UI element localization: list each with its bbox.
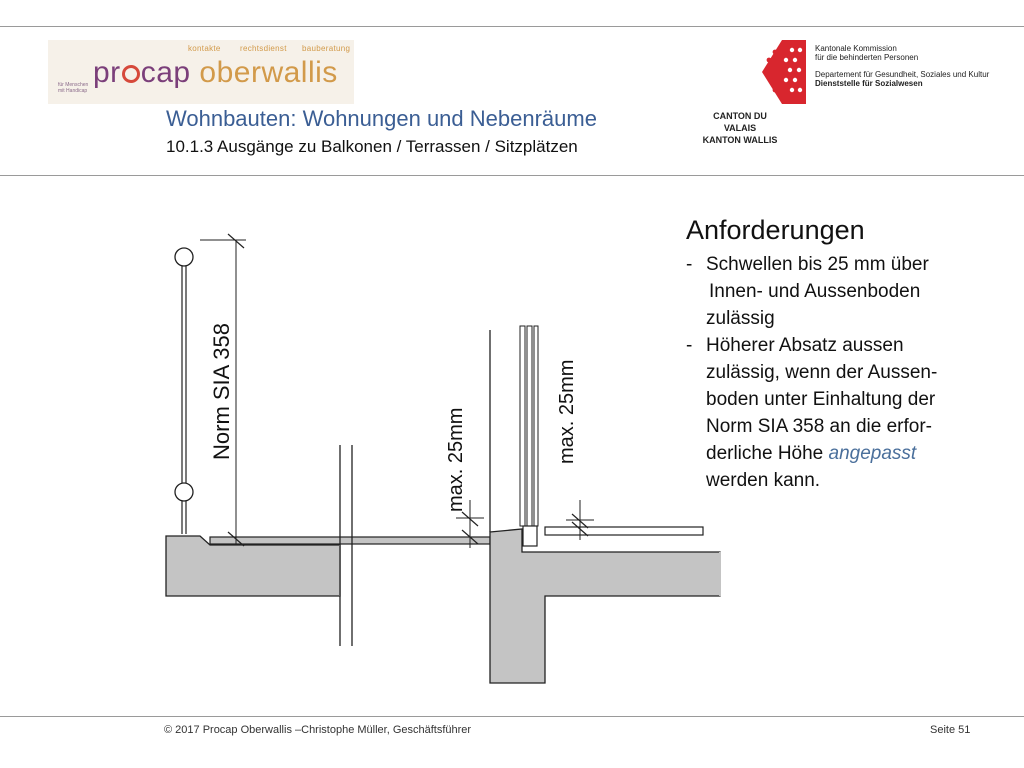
right-floor-slab (490, 529, 720, 683)
page-subtitle: 10.1.3 Ausgänge zu Balkonen / Terrassen / Sitzplätzen (166, 137, 578, 156)
requirement-item-2: - Höherer Absatz aussen zulässig, wenn der Aussen- boden unter Einhaltung der Norm SIA 358 an die erfor- derliche Höhe angepasst werden kann. (686, 332, 1006, 494)
requirements-heading: Anforderungen (686, 215, 865, 245)
canton-line-3: Departement für Gesundheit, Soziales und Kultur (815, 70, 990, 79)
footer-page-number: Seite 51 (930, 724, 971, 736)
requirement-item-1: - Schwellen bis 25 mm über Innen- und Aussenboden zulässig (686, 251, 1006, 332)
canton-name-de: KANTON WALLIS (702, 135, 778, 145)
req2-line-3: boden unter Einhaltung der (706, 389, 936, 410)
brand-region: oberwallis (199, 56, 338, 89)
req1-line-2: Innen- und Aussenboden (709, 281, 921, 302)
highlight-angepasst: angepasst (828, 443, 917, 464)
railing-knob-top (175, 248, 193, 266)
requirements-list (686, 251, 1006, 494)
brand-pro: pr (93, 56, 121, 89)
left-floor-slab (166, 536, 340, 596)
canton-line-2: für die behinderten Personen (815, 53, 919, 62)
railing-knob-bottom (175, 483, 193, 501)
label-max-left: max. 25mm (445, 407, 467, 512)
req1-line-3: zulässig (706, 308, 775, 329)
label-norm-sia: Norm SIA 358 (209, 323, 234, 460)
req2-line-5-text: derliche Höhe (706, 443, 829, 464)
canton-line-4: Dienststelle für Sozialwesen (815, 79, 923, 88)
req2-line-4: Norm SIA 358 an die erfor- (706, 416, 932, 437)
nav-rechtsdienst[interactable]: rechtsdienst (240, 44, 287, 53)
footer-copyright: © 2017 Procap Oberwallis –Christophe Müller, Geschäftsführer (164, 724, 472, 736)
page-title: Wohnbauten: Wohnungen und Nebenräume (166, 106, 597, 131)
tagline-line-1: für Menschen (58, 82, 89, 88)
req2-line-2: zulässig, wenn der Aussen- (706, 362, 938, 383)
label-max-right: max. 25mm (556, 359, 578, 464)
tagline-line-2: mit Handicap (58, 88, 88, 94)
nav-bauberatung[interactable]: bauberatung (302, 44, 351, 53)
req1-line-1: Schwellen bis 25 mm über (706, 254, 929, 275)
canton-name-fr: CANTON DU VALAIS (713, 111, 767, 133)
req2-line-5 (706, 440, 1006, 467)
req2-line-6: werden kann. (706, 470, 821, 491)
req2-line-1: Höherer Absatz aussen (706, 335, 904, 356)
brand-cap: cap (140, 56, 191, 89)
canton-line-1: Kantonale Kommission (815, 44, 897, 53)
nav-kontakte[interactable]: kontakte (188, 44, 221, 53)
